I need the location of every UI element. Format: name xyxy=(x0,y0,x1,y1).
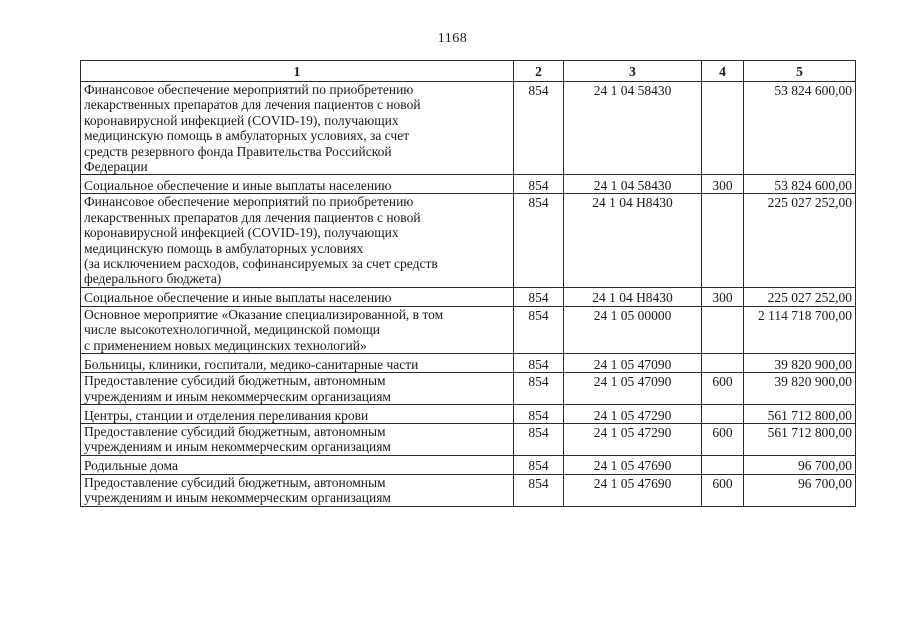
table-body xyxy=(81,82,856,507)
ministry-code-cell: 854 xyxy=(514,175,564,194)
row-name-cell xyxy=(81,194,514,287)
row-name-cell xyxy=(81,423,514,455)
amount-cell: 53 824 600,00 xyxy=(744,175,856,194)
expense-type-cell: 600 xyxy=(702,474,744,506)
row-name-line: средств резервного фонда Правительства Российской xyxy=(84,143,392,159)
target-article-cell: 24 1 05 00000 xyxy=(564,306,702,353)
row-name-cell xyxy=(81,373,514,405)
row-name-cell xyxy=(81,175,514,194)
row-name-line: учреждениям и иным некоммерческим организациям xyxy=(84,439,391,455)
column-header-amount: 5 xyxy=(744,61,856,82)
expense-type-cell: 600 xyxy=(702,423,744,455)
table-row xyxy=(81,354,856,373)
target-article-cell: 24 1 04 Н8430 xyxy=(564,287,702,306)
amount-cell: 561 712 800,00 xyxy=(744,404,856,423)
amount-cell: 39 820 900,00 xyxy=(744,373,856,405)
column-header-target-article: 3 xyxy=(564,61,702,82)
row-name-line: федерального бюджета) xyxy=(84,271,222,287)
table-row xyxy=(81,404,856,423)
row-name-line: Больницы, клиники, госпитали, медико-санитарные части xyxy=(84,356,419,372)
page-number: 1168 xyxy=(437,31,468,46)
row-name-line: Основное мероприятие «Оказание специализированной, в том xyxy=(84,306,444,322)
amount-cell: 2 114 718 700,00 xyxy=(744,306,856,353)
row-name-line: Социальное обеспечение и иные выплаты населению xyxy=(84,178,392,194)
table-row xyxy=(81,474,856,506)
amount-cell: 225 027 252,00 xyxy=(744,194,856,287)
row-name-line: Финансовое обеспечение мероприятий по приобретению xyxy=(84,194,414,210)
column-header-name: 1 xyxy=(81,61,514,82)
target-article-cell: 24 1 04 58430 xyxy=(564,175,702,194)
expense-type-cell: 300 xyxy=(702,175,744,194)
target-article-cell: 24 1 05 47290 xyxy=(564,404,702,423)
row-name-line: учреждениям и иным некоммерческим организациям xyxy=(84,490,391,506)
row-name-line: Предоставление субсидий бюджетным, автономным xyxy=(84,423,386,439)
table-row xyxy=(81,287,856,306)
row-name-line: медицинскую помощь в амбулаторных условиях xyxy=(84,240,364,256)
expense-type-cell: 600 xyxy=(702,373,744,405)
table-row xyxy=(81,82,856,175)
row-name-line: Предоставление субсидий бюджетным, автономным xyxy=(84,474,386,490)
row-name-line: Социальное обеспечение и иные выплаты населению xyxy=(84,290,392,306)
column-header-ministry: 2 xyxy=(514,61,564,82)
row-name-line: Предоставление субсидий бюджетным, автономным xyxy=(84,373,386,389)
budget-table xyxy=(80,60,856,507)
row-name-line: (за исключением расходов, софинансируемых за счет средств xyxy=(84,256,438,272)
row-name-line: лекарственных препаратов для лечения пациентов с новой xyxy=(84,97,421,113)
ministry-code-cell: 854 xyxy=(514,423,564,455)
row-name-line: Федерации xyxy=(84,159,148,175)
amount-cell: 39 820 900,00 xyxy=(744,354,856,373)
target-article-cell: 24 1 05 47690 xyxy=(564,474,702,506)
target-article-cell: 24 1 05 47690 xyxy=(564,455,702,474)
ministry-code-cell: 854 xyxy=(514,194,564,287)
expense-type-cell xyxy=(702,354,744,373)
row-name-line: числе высокотехнологичной, медицинской помощи xyxy=(84,322,380,338)
row-name-line: медицинскую помощь в амбулаторных условиях, за счет xyxy=(84,128,410,144)
target-article-cell: 24 1 05 47090 xyxy=(564,354,702,373)
row-name-line: коронавирусной инфекцией (COVID-19), получающих xyxy=(84,112,399,128)
target-article-cell: 24 1 05 47090 xyxy=(564,373,702,405)
ministry-code-cell: 854 xyxy=(514,474,564,506)
target-article-cell: 24 1 04 Н8430 xyxy=(564,194,702,287)
amount-cell: 561 712 800,00 xyxy=(744,423,856,455)
table-row xyxy=(81,175,856,194)
row-name-line: лекарственных препаратов для лечения пациентов с новой xyxy=(84,209,421,225)
row-name-line: Родильные дома xyxy=(84,458,178,474)
table-row xyxy=(81,423,856,455)
ministry-code-cell: 854 xyxy=(514,455,564,474)
ministry-code-cell: 854 xyxy=(514,373,564,405)
row-name-cell xyxy=(81,82,514,175)
row-name-cell xyxy=(81,455,514,474)
row-name-cell xyxy=(81,306,514,353)
row-name-line: коронавирусной инфекцией (COVID-19), получающих xyxy=(84,225,399,241)
row-name-line: Центры, станции и отделения переливания крови xyxy=(84,407,369,423)
column-header-expense-type: 4 xyxy=(702,61,744,82)
row-name-cell xyxy=(81,287,514,306)
expense-type-cell xyxy=(702,306,744,353)
target-article-cell: 24 1 04 58430 xyxy=(564,82,702,175)
row-name-cell xyxy=(81,404,514,423)
expense-type-cell: 300 xyxy=(702,287,744,306)
ministry-code-cell: 854 xyxy=(514,354,564,373)
table-row xyxy=(81,306,856,353)
table-row xyxy=(81,373,856,405)
amount-cell: 53 824 600,00 xyxy=(744,82,856,175)
expense-type-cell xyxy=(702,82,744,175)
row-name-cell xyxy=(81,354,514,373)
amount-cell: 96 700,00 xyxy=(744,455,856,474)
expense-type-cell xyxy=(702,455,744,474)
ministry-code-cell: 854 xyxy=(514,82,564,175)
row-name-line: Финансовое обеспечение мероприятий по приобретению xyxy=(84,82,414,97)
amount-cell: 96 700,00 xyxy=(744,474,856,506)
expense-type-cell xyxy=(702,404,744,423)
row-name-cell xyxy=(81,474,514,506)
amount-cell: 225 027 252,00 xyxy=(744,287,856,306)
table-row xyxy=(81,455,856,474)
table-header-row xyxy=(81,61,856,82)
ministry-code-cell: 854 xyxy=(514,306,564,353)
table-row xyxy=(81,194,856,287)
row-name-line: с применением новых медицинских технологий» xyxy=(84,337,367,353)
target-article-cell: 24 1 05 47290 xyxy=(564,423,702,455)
ministry-code-cell: 854 xyxy=(514,287,564,306)
ministry-code-cell: 854 xyxy=(514,404,564,423)
row-name-line: учреждениям и иным некоммерческим организациям xyxy=(84,388,391,404)
expense-type-cell xyxy=(702,194,744,287)
